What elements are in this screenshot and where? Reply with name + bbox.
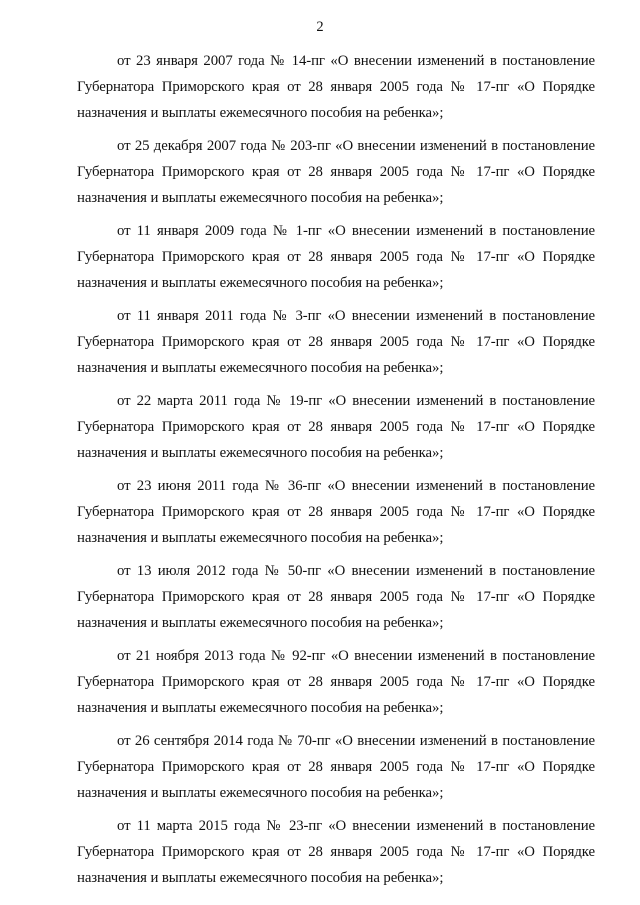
amendment-paragraph-9: от 26 сентября 2014 года № 70-пг «О внесении изменений в постановление Губернатора Приморского края от 28 января 2005 года № 17-пг «О Порядке назначения и выплаты ежемесячного пособия на ребенка»; — [77, 733, 595, 801]
document-body — [77, 48, 595, 898]
amendment-paragraph-3: от 11 января 2009 года № 1-пг «О внесении изменений в постановление Губернатора Приморского края от 28 января 2005 года № 17-пг «О Порядке назначения и выплаты ежемесячного пособия на ребенка»; — [77, 223, 595, 291]
page-number: 2 — [316, 19, 324, 35]
amendment-paragraph-6: от 23 июня 2011 года № 36-пг «О внесении изменений в постановление Губернатора Приморского края от 28 января 2005 года № 17-пг «О Порядке назначения и выплаты ежемесячного пособия на ребенка»; — [77, 478, 595, 546]
amendment-paragraph-5: от 22 марта 2011 года № 19-пг «О внесении изменений в постановление Губернатора Приморского края от 28 января 2005 года № 17-пг «О Порядке назначения и выплаты ежемесячного пособия на ребенка»; — [77, 393, 595, 461]
amendment-paragraph-4: от 11 января 2011 года № 3-пг «О внесении изменений в постановление Губернатора Приморского края от 28 января 2005 года № 17-пг «О Порядке назначения и выплаты ежемесячного пособия на ребенка»; — [77, 308, 595, 376]
amendment-paragraph-2: от 25 декабря 2007 года № 203-пг «О внесении изменений в постановление Губернатора Приморского края от 28 января 2005 года № 17-пг «О Порядке назначения и выплаты ежемесячного пособия на ребенка»; — [77, 138, 595, 206]
amendment-paragraph-8: от 21 ноября 2013 года № 92-пг «О внесении изменений в постановление Губернатора Приморского края от 28 января 2005 года № 17-пг «О Порядке назначения и выплаты ежемесячного пособия на ребенка»; — [77, 648, 595, 716]
amendment-paragraph-10: от 11 марта 2015 года № 23-пг «О внесении изменений в постановление Губернатора Приморского края от 28 января 2005 года № 17-пг «О Порядке назначения и выплаты ежемесячного пособия на ребенка»; — [77, 818, 595, 886]
amendment-paragraph-1: от 23 января 2007 года № 14-пг «О внесении изменений в постановление Губернатора Приморского края от 28 января 2005 года № 17-пг «О Порядке назначения и выплаты ежемесячного пособия на ребенка»; — [77, 53, 595, 121]
amendment-paragraph-7: от 13 июля 2012 года № 50-пг «О внесении изменений в постановление Губернатора Приморского края от 28 января 2005 года № 17-пг «О Порядке назначения и выплаты ежемесячного пособия на ребенка»; — [77, 563, 595, 631]
